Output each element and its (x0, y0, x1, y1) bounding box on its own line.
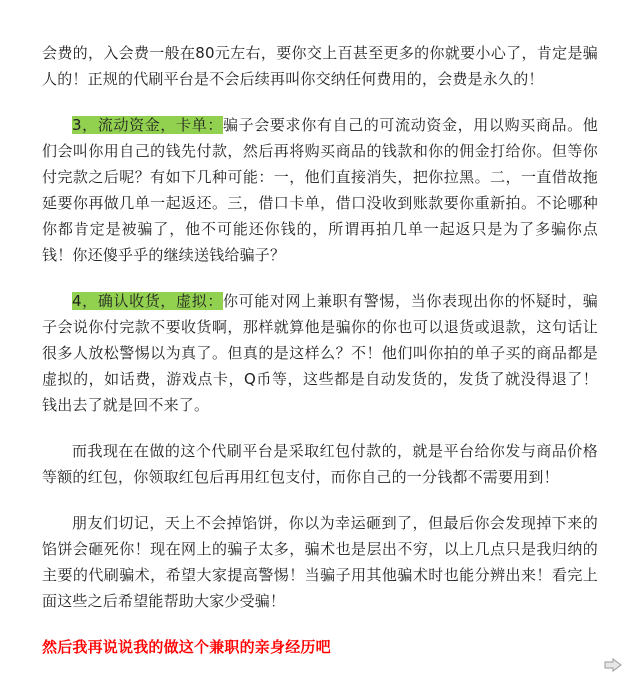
paragraph-warning: 朋友们切记，天上不会掉馅饼，你以为幸运砸到了，但最后你会发现掉下来的馅饼会砸死你！现在网上的骗子太多，骗术也是层出不穷，以上几点只是我归纳的主要的代刷骗术，希望大家提高警惕！当骗子用其他骗术时也能分辨出来！看完上面这些之后希望能帮助大家少受骗！ (42, 514, 598, 610)
heading-working-capital: 3，流动资金，卡单： (72, 116, 223, 134)
paragraph-red-packet: 而我现在在做的这个代刷平台是采取红包付款的，就是平台给你发与商品价格等额的红包，你领取红包后再用红包支付，而你自己的一分钱都不需要用到！ (42, 442, 598, 486)
paragraph-membership-fee: 会费的，入会费一般在80元左右，要你交上百甚至更多的你就要小心了，肯定是骗人的！正规的代刷平台是不会后续再叫你交纳任何费用的，会费是永久的！ (42, 44, 598, 88)
paragraph-confirm-receipt-text: 你可能对网上兼职有警惕，当你表现出你的怀疑时，骗子会说你付完款不要收货啊，那样就算他是骗你的你也可以退货或退款，这句话让很多人放松警惕以为真了。但真的是这样么？不！他们叫你拍的单子买的商品都是虚拟的，如话费，游戏点卡，Q币等，这些都是自动发货的，发货了就没得退了！钱出去了就是回不来了。 (42, 292, 598, 414)
closing-title: 然后我再说说我的做这个兼职的亲身经历吧 (42, 638, 331, 656)
article-body (42, 40, 598, 680)
heading-confirm-receipt: 4，确认收货，虚拟： (72, 292, 223, 310)
paragraph-confirm-receipt (42, 288, 598, 418)
arrow-right-icon (604, 658, 622, 672)
paragraph-working-capital-text: 骗子会要求你有自己的可流动资金，用以购买商品。他们会叫你用自己的钱先付款，然后再将购买商品的钱款和你的佣金打给你。但等你付完款之后呢？有如下几种可能：一，他们直接消失，把你拉黑。二，一直借故拖延要你再做几单一起返还。三，借口卡单，借口没收到账款要你重新拍。不论哪种你都肯定是被骗了，他不可能还你钱的，所谓再拍几单一起返只是为了多骗你点钱！你还傻乎乎的继续送钱给骗子？ (42, 116, 598, 264)
next-page-arrow-icon[interactable] (604, 657, 622, 671)
paragraph-working-capital (42, 112, 598, 268)
